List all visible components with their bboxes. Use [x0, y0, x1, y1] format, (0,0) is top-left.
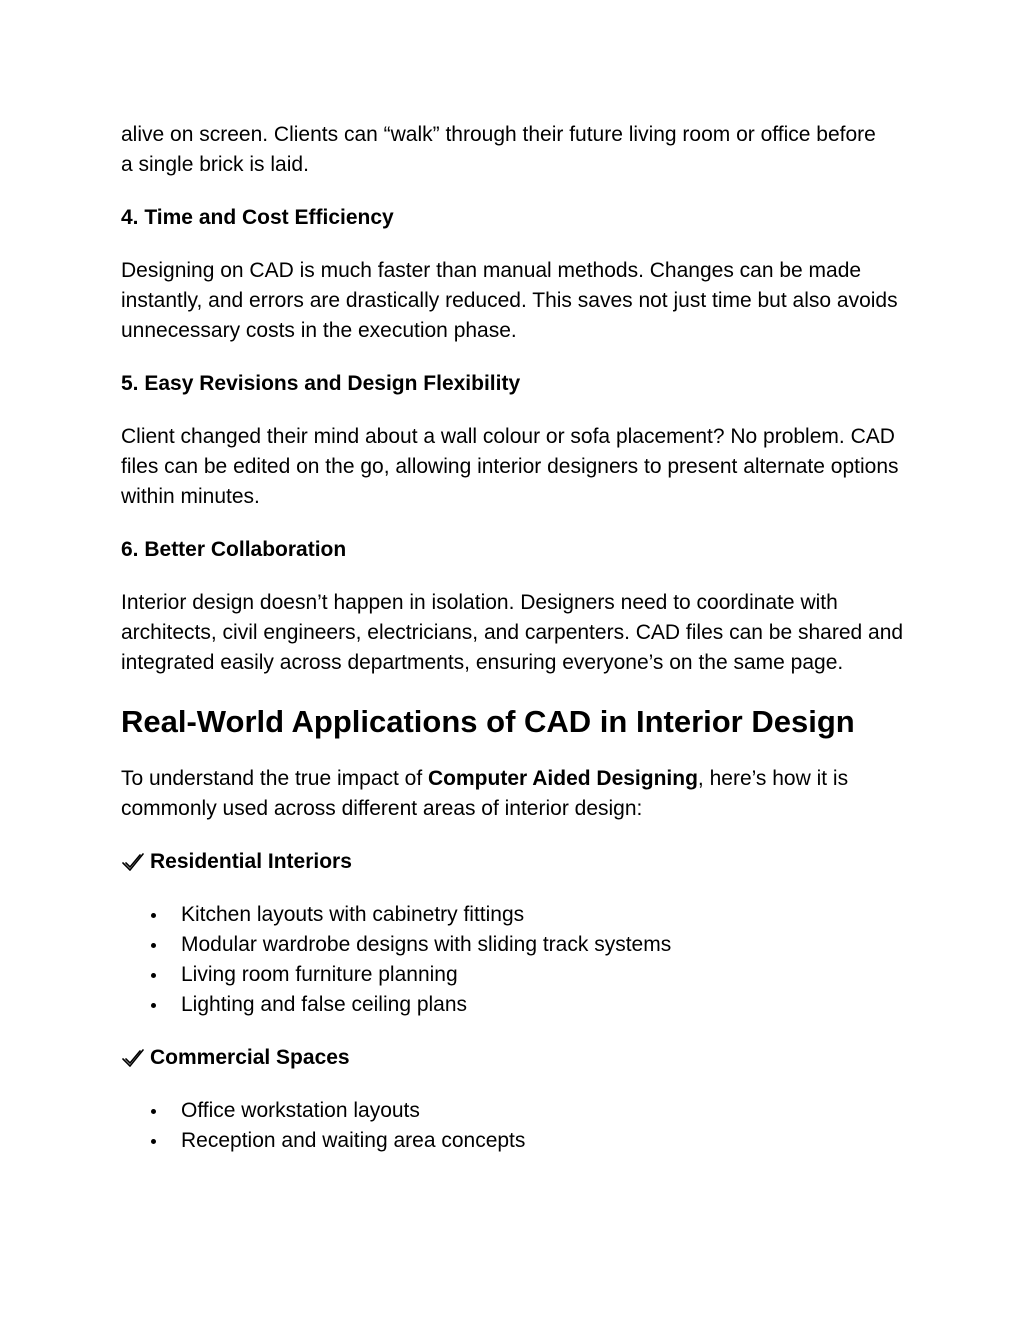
- applications-intro-bold: Computer Aided Designing: [428, 767, 698, 790]
- list-item: Modular wardrobe designs with sliding track systems: [121, 930, 911, 960]
- bullet-dot-icon: [151, 1139, 156, 1144]
- group-heading-commercial: [121, 1043, 911, 1073]
- applications-intro: [121, 764, 891, 824]
- section-heading-revisions: 5. Easy Revisions and Design Flexibility: [121, 372, 521, 395]
- bullet-dot-icon: [151, 943, 156, 948]
- group-heading-residential: [121, 847, 911, 877]
- document-page: [121, 120, 911, 1156]
- list-item: Lighting and false ceiling plans: [121, 990, 911, 1020]
- bullet-dot-icon: [151, 1003, 156, 1008]
- bullet-dot-icon: [151, 973, 156, 978]
- check-mark-icon: [121, 1048, 145, 1068]
- intro-paragraph: alive on screen. Clients can “walk” through their future living room or office before a single brick is laid.: [121, 123, 876, 176]
- section-text-time-cost: Designing on CAD is much faster than manual methods. Changes can be made instantly, and errors are drastically reduced. This saves not just time but also avoids unnecessary costs in the execution phase.: [121, 259, 898, 342]
- check-mark-icon: [121, 852, 145, 872]
- commercial-list: [121, 1096, 911, 1156]
- group-heading-label: Residential Interiors: [150, 850, 352, 873]
- applications-intro-before: To understand the true impact of: [121, 767, 429, 790]
- section-text-collaboration: Interior design doesn’t happen in isolation. Designers need to coordinate with architects, civil engineers, electricians, and carpenters. CAD files can be shared and integrated easily across departments, ensuring everyone’s on the same page.: [121, 591, 904, 674]
- applications-title: Real-World Applications of CAD in Interior Design: [121, 704, 855, 739]
- section-heading-time-cost: 4. Time and Cost Efficiency: [121, 206, 394, 229]
- list-item: Living room furniture planning: [121, 960, 911, 990]
- list-item: Kitchen layouts with cabinetry fittings: [121, 900, 911, 930]
- section-heading-collaboration: 6. Better Collaboration: [121, 538, 347, 561]
- list-item: Office workstation layouts: [121, 1096, 911, 1126]
- bullet-dot-icon: [151, 1109, 156, 1114]
- list-item: Reception and waiting area concepts: [121, 1126, 911, 1156]
- residential-list: [121, 900, 911, 1020]
- section-text-revisions: Client changed their mind about a wall colour or sofa placement? No problem. CAD files can be edited on the go, allowing interior designers to present alternate options within minutes.: [121, 425, 899, 508]
- group-heading-label: Commercial Spaces: [150, 1046, 350, 1069]
- bullet-dot-icon: [151, 913, 156, 918]
- applications-intro-after: , here’s how it is commonly used across different areas of interior design:: [121, 767, 849, 820]
